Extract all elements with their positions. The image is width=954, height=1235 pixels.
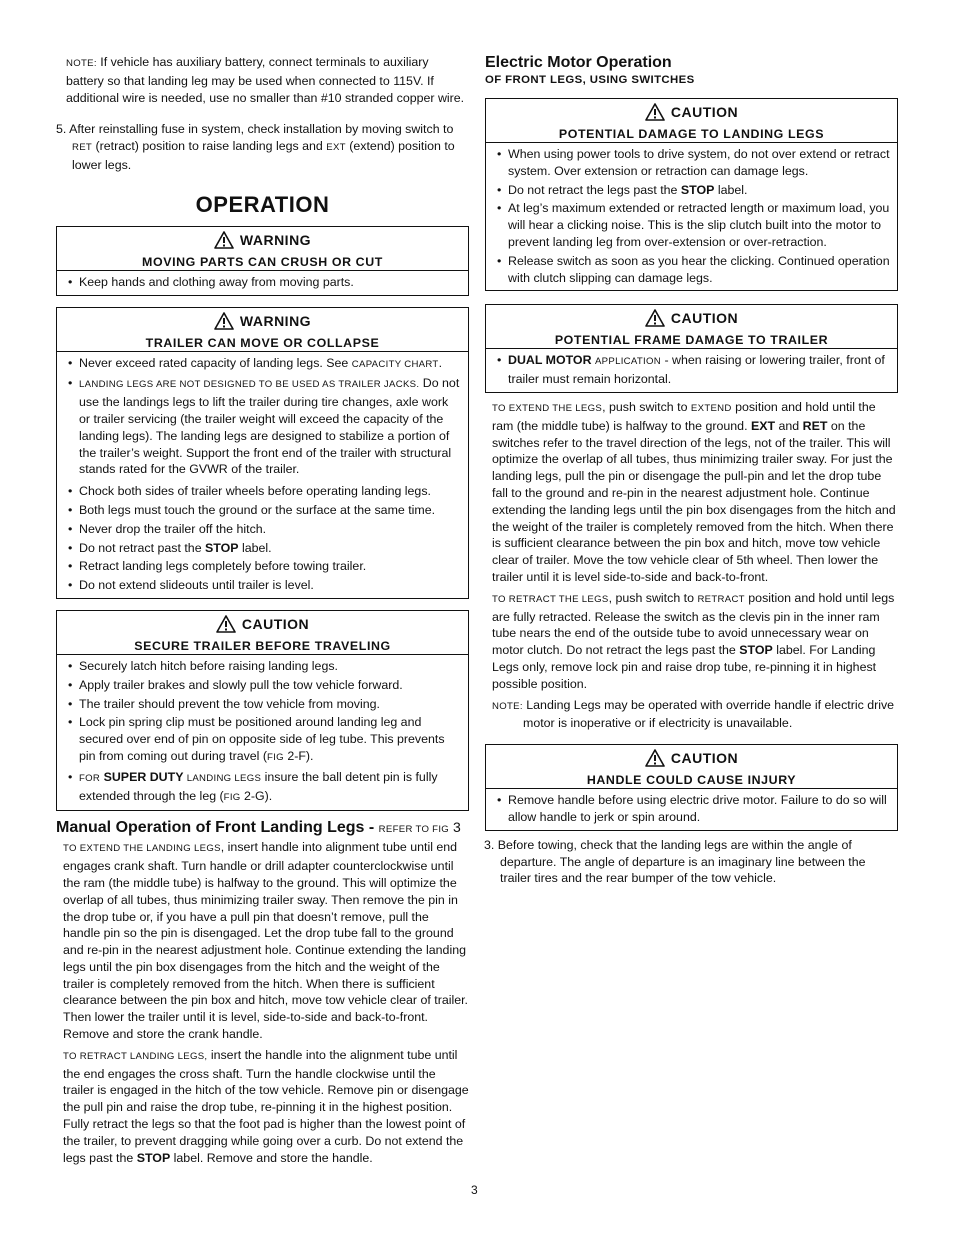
list-item: • Never drop the trailer off the hitch. bbox=[67, 521, 462, 538]
page-number: 3 bbox=[471, 1183, 478, 1197]
list-item: • FOR SUPER DUTY LANDING LEGS insure the ball detent pin is fully extended through the leg (FIG 2-G). bbox=[67, 769, 462, 807]
auxiliary-battery-note: NOTE: If vehicle has auxiliary battery, connect terminals to auxiliary battery so that landing leg may be used when connected to 115V. If additional wire is needed, use no smaller than #10 stranded copper wire. bbox=[66, 55, 465, 105]
caution-subtitle: POTENTIAL DAMAGE TO LANDING LEGS bbox=[558, 127, 825, 141]
list-item: • LANDING LEGS ARE NOT DESIGNED TO BE USED AS TRAILER JACKS. Do not use the landings legs to lift the trailer during tire changes, axle work or trailer servicing (the trailer weight will exceed the capacity of the landing legs). The landing legs are designed to stabilize a portion of the trailer’s weight. Support the front end of the trailer with structural stands rated for the GVWR of the trailer. bbox=[67, 375, 462, 478]
list-item: • Both legs must touch the ground or the surface at the same time. bbox=[67, 502, 462, 519]
warning-subtitle: TRAILER CAN MOVE OR COLLAPSE bbox=[145, 335, 380, 350]
list-item: • When using power tools to drive system, do not over extend or retract system. Over extension or retraction can damage legs. bbox=[496, 146, 891, 180]
list-item: • Apply trailer brakes and slowly pull the tow vehicle forward. bbox=[67, 677, 462, 694]
list-item: • Release switch as soon as you hear the clicking. Continued operation with clutch slipping can damage legs. bbox=[496, 253, 891, 287]
operation-title: OPERATION bbox=[195, 191, 330, 217]
caution-subtitle: SECURE TRAILER BEFORE TRAVELING bbox=[134, 638, 391, 653]
warning-triangle-icon bbox=[216, 615, 236, 633]
step-3: 3. Before towing, check that the landing legs are within the angle of departure. The angle of departure is an imaginary line between the trailer tires and the rear bumper of the tow vehicle. bbox=[484, 837, 866, 886]
warning-triangle-icon bbox=[214, 231, 234, 249]
caution-subtitle: HANDLE COULD CAUSE INJURY bbox=[586, 773, 797, 788]
right-column bbox=[485, 54, 898, 887]
caution-header: CAUTION POTENTIAL FRAME DAMAGE TO TRAILER bbox=[486, 305, 897, 349]
list-item: • Do not retract past the STOP label. bbox=[67, 540, 462, 557]
warning-triangle-icon bbox=[645, 309, 665, 327]
warning-triangle-icon bbox=[645, 103, 665, 121]
electric-motor-heading: Electric Motor Operation bbox=[485, 54, 672, 71]
manual-extend-paragraph: TO EXTEND THE LANDING LEGS, insert handle into alignment tube until end engages crank shaft. Turn handle or drill adapter counterclockwise until the ram (the middle tube) is halfway to the ground. This will optimize the overlap of all tubes, thus minimizing trailer sway. Then remove the pin in the drop tube or, if you have a pull pin that doesn’t remove, pull the handle pin so the pin is disengaged. Let the drop tube fall to the ground and re-pin in the nearest adjustment hole. Continue extending the landing legs until the pin box disengages from the hitch and the weight of the trailer is completely removed from the hitch. When there is sufficient clearance between the pin box and hitch, move tow vehicle clear of trailer. Then lower the trailer until it is level, side-to-side and back-to-front. Remove and store the crank handle. bbox=[63, 840, 468, 1042]
left-column bbox=[56, 54, 469, 1166]
warning-subtitle: MOVING PARTS CAN CRUSH OR CUT bbox=[142, 254, 383, 269]
list-item: • Do not retract the legs past the STOP label. bbox=[496, 182, 891, 199]
electric-motor-subheading: OF FRONT LEGS, USING SWITCHES bbox=[485, 74, 695, 86]
warning-header: WARNING MOVING PARTS CAN CRUSH OR CUT bbox=[57, 227, 468, 271]
list-item: • Securely latch hitch before raising landing legs. bbox=[67, 658, 462, 675]
warning-box-trailer-collapse bbox=[56, 307, 469, 599]
list-item: • At leg’s maximum extended or retracted length or maximum load, you will hear a clicking noise. This is the slip clutch built into the motor to prevent landing leg from over-extension or over-retraction. bbox=[496, 200, 891, 250]
list-item: • Do not extend slideouts until trailer is level. bbox=[67, 577, 462, 594]
electric-retract-paragraph: TO RETRACT THE LEGS, push switch to RETRACT position and hold until legs are fully retracted. Release the switch as the clevis pin in the inner ram tube nears the end of the outside tube to avoid unnecessary wear on motor clutch. Do not retract the legs past the STOP label. For Landing Legs only, remove lock pin and raise drop tube, re-pinning it in highest possible position. bbox=[492, 590, 895, 691]
override-handle-note: NOTE: Landing Legs may be operated with override handle if electric drive motor is inoperative or if electricity is unavailable. bbox=[492, 697, 895, 731]
caution-box-frame-damage bbox=[485, 304, 898, 393]
list-item: • The trailer should prevent the tow vehicle from moving. bbox=[67, 696, 462, 713]
caution-box-handle-injury bbox=[485, 744, 898, 831]
caution-header: CAUTION SECURE TRAILER BEFORE TRAVELING bbox=[57, 611, 468, 655]
list-item: • Lock pin spring clip must be positioned around landing leg and secured over end of pin on opposite side of leg tube. This prevents pin from coming out during travel (FIG 2-F). bbox=[67, 714, 462, 766]
electric-extend-paragraph: TO EXTEND THE LEGS, push switch to EXTEND position and hold until the ram (the middle tube) is halfway to the ground. EXT and RET on the switches refer to the travel direction of the legs, not of the trailer. This will optimize the overlap of all tubes, thus minimizing trailer sway. For just the landing legs, pull the pin or disengage the pull-pin and let the drop tube fall to the ground and re-pin in the nearest adjustment hole. Continue extending the landing legs until the pin box disengages from the hitch and the weight of the trailer is completely removed from the hitch. When there is sufficient clearance between the pin box and hitch, move tow vehicle clear of trailer. Move the tow vehicle clear of 5th wheel. Then lower the trailer until it is level side-to-side and back-to-front. bbox=[492, 399, 896, 584]
caution-subtitle: POTENTIAL FRAME DAMAGE TO TRAILER bbox=[554, 333, 829, 348]
list-item: • Remove handle before using electric drive motor. Failure to do so will allow handle to jerk or spin around. bbox=[496, 792, 891, 826]
manual-operation-heading: Manual Operation of Front Landing Legs - REFER TO FIG 3 bbox=[56, 819, 461, 837]
step-5: 5. After reinstalling fuse in system, check installation by moving switch to RET (retract) position to raise landing legs and EXT (extend) position to lower legs. bbox=[56, 122, 455, 172]
caution-header: CAUTION HANDLE COULD CAUSE INJURY bbox=[486, 745, 897, 789]
caution-box-secure-trailer bbox=[56, 610, 469, 811]
list-item: • DUAL MOTOR APPLICATION - when raising or lowering trailer, front of trailer must remain horizontal. bbox=[496, 352, 891, 388]
list-item: • Chock both sides of trailer wheels before operating landing legs. bbox=[67, 483, 462, 500]
warning-triangle-icon bbox=[214, 312, 234, 330]
list-item: • Never exceed rated capacity of landing legs. See CAPACITY CHART. bbox=[67, 355, 462, 374]
warning-triangle-icon bbox=[645, 749, 665, 767]
list-item: • Retract landing legs completely before towing trailer. bbox=[67, 558, 462, 575]
warning-header: WARNING TRAILER CAN MOVE OR COLLAPSE bbox=[57, 308, 468, 352]
warning-box-moving-parts bbox=[56, 226, 469, 296]
caution-header: CAUTION POTENTIAL DAMAGE TO LANDING LEGS bbox=[486, 99, 897, 143]
caution-box-landing-legs bbox=[485, 98, 898, 291]
manual-retract-paragraph: TO RETRACT LANDING LEGS, insert the handle into the alignment tube until the end engages the cross shaft. Turn the handle clockwise until the trailer is engaged in the hitch of the tow vehicle. Remove pin or disengage the pull pin and raise the drop tube, re-pinning it in the highest position. Fully retract the legs so that the foot pad is higher than the lowest point of the trailer, to prevent dragging while going over a curb. Do not extend the legs past the STOP label. Remove and store the handle. bbox=[63, 1047, 469, 1165]
list-item: • Keep hands and clothing away from moving parts. bbox=[67, 274, 462, 291]
